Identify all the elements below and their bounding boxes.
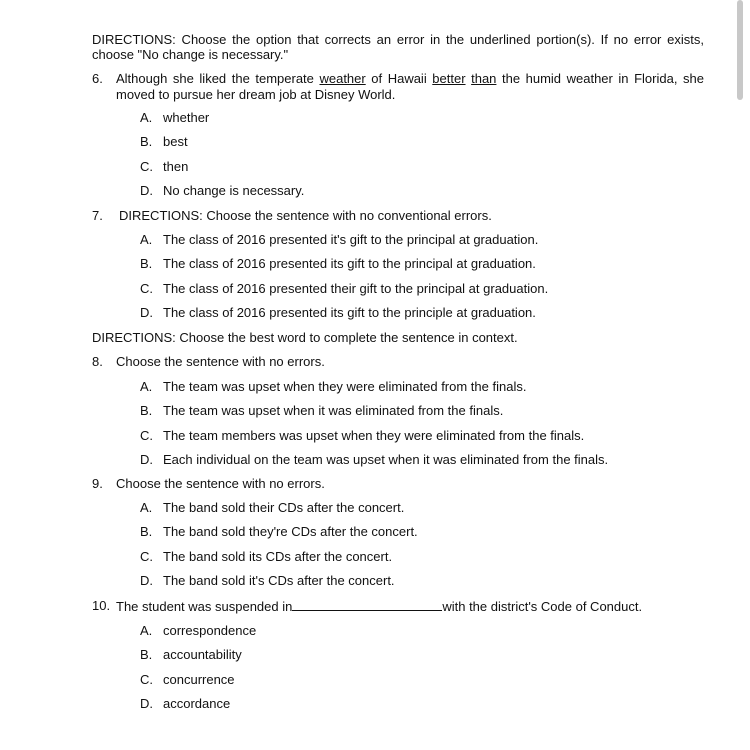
option-text: The band sold it's CDs after the concert. (163, 573, 395, 588)
directions-text: DIRECTIONS: Choose the best word to complete the sentence in context. (92, 330, 518, 345)
option-letter: C. (140, 672, 153, 687)
option-text: Each individual on the team was upset when it was eliminated from the finals. (163, 452, 609, 467)
option-letter: C. (140, 281, 153, 296)
option-text: The team was upset when it was eliminated from the finals. (163, 403, 504, 418)
question-number: 6. (92, 71, 103, 86)
question-text: DIRECTIONS: Choose the sentence with no conventional errors. (119, 208, 492, 223)
option-letter: A. (140, 623, 153, 638)
option-letter: A. (140, 379, 153, 394)
question-number: 8. (92, 354, 103, 369)
option-letter: B. (140, 647, 153, 662)
option-text: No change is necessary. (163, 183, 305, 198)
option-text: then (163, 159, 189, 174)
option-letter: C. (140, 159, 153, 174)
option-letter: D. (140, 452, 153, 467)
option-text: accountability (163, 647, 242, 662)
option-letter: B. (140, 524, 153, 539)
option-letter: C. (140, 428, 153, 443)
option-text: The band sold their CDs after the concert. (163, 500, 405, 515)
option-text: concurrence (163, 672, 235, 687)
option-text: accordance (163, 696, 231, 711)
question-text: The student was suspended in with the district's Code of Conduct. (116, 599, 643, 614)
option-text: The class of 2016 presented their gift to the principal at graduation. (163, 281, 549, 296)
directions-text: DIRECTIONS: Choose the option that corrects an error in the underlined portion(s). If no error exists, (92, 32, 704, 47)
option-letter: D. (140, 573, 153, 588)
question-text: Choose the sentence with no errors. (116, 354, 325, 369)
question-number: 9. (92, 476, 103, 491)
option-letter: B. (140, 256, 153, 271)
option-letter: B. (140, 134, 153, 149)
option-text: The class of 2016 presented its gift to the principal at graduation. (163, 256, 536, 271)
option-text: The band sold its CDs after the concert. (163, 549, 393, 564)
option-letter: A. (140, 232, 153, 247)
option-letter: D. (140, 183, 153, 198)
option-letter: D. (140, 696, 153, 711)
question-number: 10. (92, 598, 111, 613)
option-text: correspondence (163, 623, 257, 638)
option-letter: B. (140, 403, 153, 418)
option-text: The class of 2016 presented it's gift to the principal at graduation. (163, 232, 539, 247)
question-text: Choose the sentence with no errors. (116, 476, 325, 491)
option-text: whether (163, 110, 210, 125)
option-text: best (163, 134, 188, 149)
answer-blank (292, 598, 442, 611)
option-text: The class of 2016 presented its gift to the principle at graduation. (163, 305, 536, 320)
scrollbar[interactable] (737, 0, 743, 100)
question-text: moved to pursue her dream job at Disney World. (116, 87, 396, 102)
option-letter: A. (140, 110, 153, 125)
option-text: The band sold they're CDs after the concert. (163, 524, 418, 539)
option-text: The team was upset when they were eliminated from the finals. (163, 379, 527, 394)
directions-text: choose "No change is necessary." (92, 47, 289, 62)
option-letter: C. (140, 549, 153, 564)
question-text: Although she liked the temperate weather of Hawaii better than the humid weather in Florida, she (116, 71, 704, 86)
option-letter: A. (140, 500, 153, 515)
question-number: 7. (92, 208, 103, 223)
option-letter: D. (140, 305, 153, 320)
option-text: The team members was upset when they were eliminated from the finals. (163, 428, 585, 443)
